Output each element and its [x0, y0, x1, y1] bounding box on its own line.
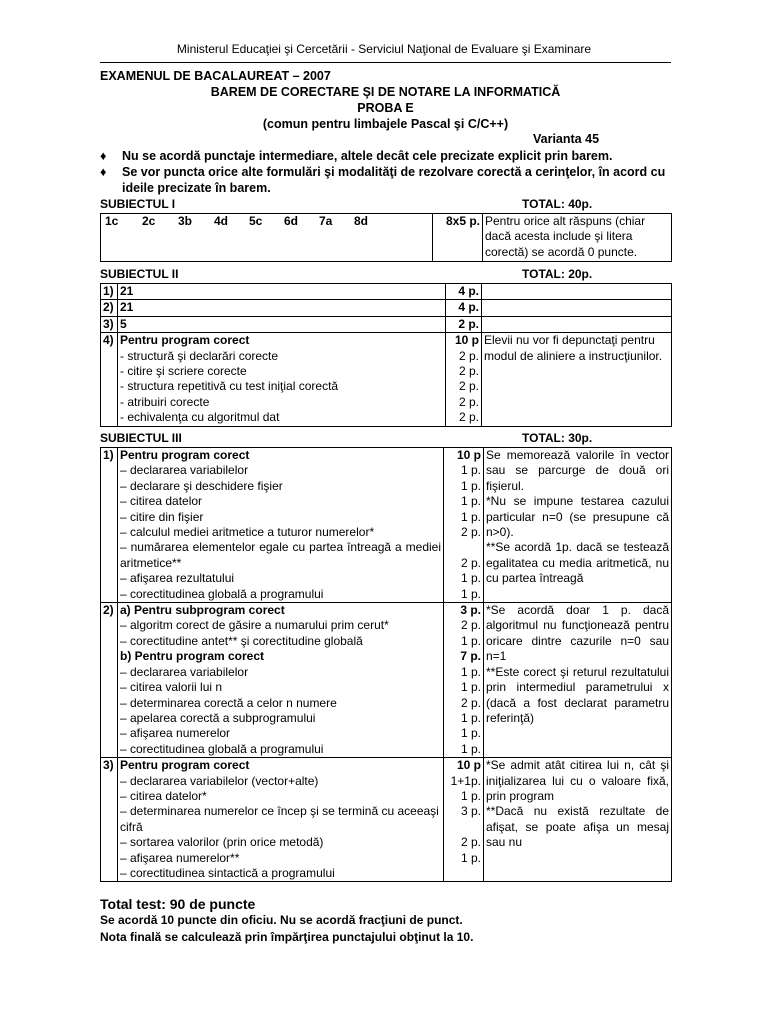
- header-divider: [100, 62, 671, 63]
- diamond-bullet-icon: ♦: [100, 165, 107, 179]
- table-row: 4) Pentru program corect - structură şi declarări corecte - citire şi scriere corecte - structura repetitivă cu test iniţial corectă - atribuiri corecte - echivalenţa cu algoritmul dat 10 p 2 p. 2 p. 2 p. 2 p. 2 p. Elevii nu vor fi depunctaţi pentru modul de aliniere a instrucţiunilor.: [101, 333, 672, 426]
- subject1-note: Pentru orice alt răspuns (chiar dacă acesta include şi litera corectă) se acordă 0 puncte.: [483, 214, 672, 262]
- document-page: Ministerul Educaţiei şi Cercetării - Serviciul Naţional de Evaluare şi Examinare EXAMENUL DE BACALAUREAT – 2007 BAREM DE CORECTARE ŞI DE NOTARE LA INFORMATICĂ PROBA E (comun pentru limbajele Pascal şi C/C++) Varianta 45 ♦ Nu se acordă punctaje intermediare, altele decât cele precizate explicit prin barem. ♦ Se vor puncta orice alte formulări şi modalităţi de rezolvare corectă a cerinţelor, în acord cu ideile precizate în barem. SUBIECTUL I TOTAL: 40p. 1c 2c 3b 4d 5c 6d 7a 8d 8x5 p. Pentru orice alt răspuns (chiar dacă acesta include şi litera corectă) se acordă 0 puncte. SUBIECTUL II TOTAL: 20p. 1) 21 4 p. 2) 21 4 p. 3) 5 2 p. 4) Pentru program corect - structură şi declarări corecte - citire şi scriere corecte - structura repetitivă cu test iniţial corectă - atribuiri corecte - echivalenţa cu algoritmul dat 10 p 2 p. 2 p. 2 p. 2 p. 2 p. Elevii nu vor fi depunctaţi pentru modul de aliniere a instrucţiunilor. SUBIECTUL III TOTAL: 30p. 1) Pentru program corect – declararea variabilelor – declarare şi deschidere fişier – citirea datelor – citire din fişier – calculul mediei aritmetice a tuturor numerelor* – numărarea elementelor egale cu partea întreagă a mediei aritmetice** – afişarea rezultatului – corectitudinea globală a programului 10 p 1 p. 1 p. 1 p. 1 p. 2 p. 2 p. 1 p. 1 p. Se memorează valorile în vector sau se parcurge de două ori fişierul. *Nu se impune testarea cazului particular n=0 (se presupune că n>0). **Se acordă 1p. dacă se testează egalitatea cu media aritmetică, nu cu partea întreagă 2) a) Pentru subprogram corect – algoritm corect de găsire a numarului prim cerut* – corectitudine antet** şi corectitudine globală b) Pentru program corect – declararea variabilelor – citirea valorii lui n – determinarea corectă a celor n numere – apelarea corectă a subprogramului – afişarea numerelor – corectitudinea globală a programului 3 p. 2 p. 1 p. 7 p. 1 p. 1 p. 2 p. 1 p. 1 p. 1 p. *Se acordă doar 1 p. dacă algoritmul nu funcţionează pentru oricare dintre cazurile n=0 sau n=1 **Este corect şi returul rezultatului prin intermediul parametrului x (dacă a fost declarat parametru referinţă) 3) Pentru program corect – declararea variabilelor (vector+alte) – citirea datelor* – determinarea numerelor ce încep şi se termină cu aceeaşi cifră – sortarea valorilor (prin orice metodă) – afişarea numerelor** – corectitudinea sintactică a programului 10 p 1+1p. 1 p. 3 p. 2 p. 1 p. *Se admit atât citirea lui n, cât şi iniţializarea lui cu o valoare fixă, prin program **Dacă nu există rezultate de afişat, se poate afişa un mesaj sau nu Total test: 90 de puncte Se acordă 10 puncte din oficiu. Nu se acordă fracţiuni de punct. Nota finală se calculează prin împărţirea punctajului obţinut la 10.: [0, 0, 768, 1024]
- answers-cell: 1c 2c 3b 4d 5c 6d 7a 8d: [101, 214, 433, 262]
- subject1-table: [100, 213, 672, 262]
- bullet-item: ♦ Nu se acordă punctaje intermediare, altele decât cele precizate explicit prin barem.: [100, 149, 613, 163]
- table-row: 3) 5 2 p.: [101, 316, 672, 332]
- footer-line: Se acordă 10 puncte din oficiu. Nu se acordă fracţiuni de punct.: [100, 913, 463, 927]
- footer-line: Nota finală se calculează prin împărţirea punctajului obţinut la 10.: [100, 930, 474, 944]
- q3-note: *Se admit atât citirea lui n, cât şi iniţializarea lui cu o valoare fixă, prin program **Dacă nu există rezultate de afişat, se poate afişa un mesaj sau nu: [484, 758, 672, 882]
- subject1-points: 8x5 p.: [433, 214, 483, 262]
- subject3-table: [100, 447, 672, 882]
- exam-title: EXAMENUL DE BACALAUREAT – 2007: [100, 69, 331, 83]
- proba-label: PROBA E: [357, 101, 414, 115]
- languages-label: (comun pentru limbajele Pascal şi C/C++): [262, 117, 509, 131]
- total-test: Total test: 90 de puncte: [100, 896, 256, 912]
- q1-note: Se memorează valorile în vector sau se parcurge de două ori fişierul. *Nu se impune testarea cazului particular n=0 (se presupune că n>0). **Se acordă 1p. dacă se testează egalitatea cu media aritmetică, nu cu partea întreagă: [484, 448, 672, 603]
- table-row: 2) 21 4 p.: [101, 300, 672, 316]
- subject2-table: [100, 283, 672, 427]
- q2-note: *Se acordă doar 1 p. dacă algoritmul nu funcţionează pentru oricare dintre cazurile n=0 sau n=1 **Este corect şi returul rezultatului prin intermediul parametrului x (dacă a fost declarat parametru referinţă): [484, 603, 672, 758]
- table-row: 3) Pentru program corect – declararea variabilelor (vector+alte) – citirea datelor* – determinarea numerelor ce încep şi se termină cu aceeaşi cifră – sortarea valorilor (prin orice metodă) – afişarea numerelor** – corectitudinea sintactică a programului 10 p 1+1p. 1 p. 3 p. 2 p. 1 p. *Se admit atât citirea lui n, cât şi iniţializarea lui cu o valoare fixă, prin program **Dacă nu există rezultate de afişat, se poate afişa un mesaj sau nu: [101, 758, 672, 882]
- diamond-bullet-icon: ♦: [100, 149, 107, 163]
- table-row: 1) 21 4 p.: [101, 284, 672, 300]
- table-row: 1) Pentru program corect – declararea variabilelor – declarare şi deschidere fişier – citirea datelor – citire din fişier – calculul mediei aritmetice a tuturor numerelor* – numărarea elementelor egale cu partea întreagă a mediei aritmetice** – afişarea rezultatului – corectitudinea globală a programului 10 p 1 p. 1 p. 1 p. 1 p. 2 p. 2 p. 1 p. 1 p. Se memorează valorile în vector sau se parcurge de două ori fişierul. *Nu se impune testarea cazului particular n=0 (se presupune că n>0). **Se acordă 1p. dacă se testează egalitatea cu media aritmetică, nu cu partea întreagă: [101, 448, 672, 603]
- table-row: 2) a) Pentru subprogram corect – algoritm corect de găsire a numarului prim cerut* – corectitudine antet** şi corectitudine globală b) Pentru program corect – declararea variabilelor – citirea valorii lui n – determinarea corectă a celor n numere – apelarea corectă a subprogramului – afişarea numerelor – corectitudinea globală a programului 3 p. 2 p. 1 p. 7 p. 1 p. 1 p. 2 p. 1 p. 1 p. 1 p. *Se acordă doar 1 p. dacă algoritmul nu funcţionează pentru oricare dintre cazurile n=0 sau n=1 **Este corect şi returul rezultatului prin intermediul parametrului x (dacă a fost declarat parametru referinţă): [101, 603, 672, 758]
- bullet-item: ♦ Se vor puncta orice alte formulări şi modalităţi de rezolvare corectă a cerinţelor, în acord cu ideile precizate în barem.: [100, 165, 666, 195]
- q4-note: Elevii nu vor fi depunctaţi pentru modul de aliniere a instrucţiunilor.: [482, 333, 672, 426]
- variant-label: Varianta 45: [533, 132, 600, 146]
- ministry-header: Ministerul Educaţiei şi Cercetării - Serviciul Naţional de Evaluare şi Examinare: [176, 42, 592, 56]
- barem-title: BAREM DE CORECTARE ŞI DE NOTARE LA INFORMATICĂ: [210, 85, 561, 99]
